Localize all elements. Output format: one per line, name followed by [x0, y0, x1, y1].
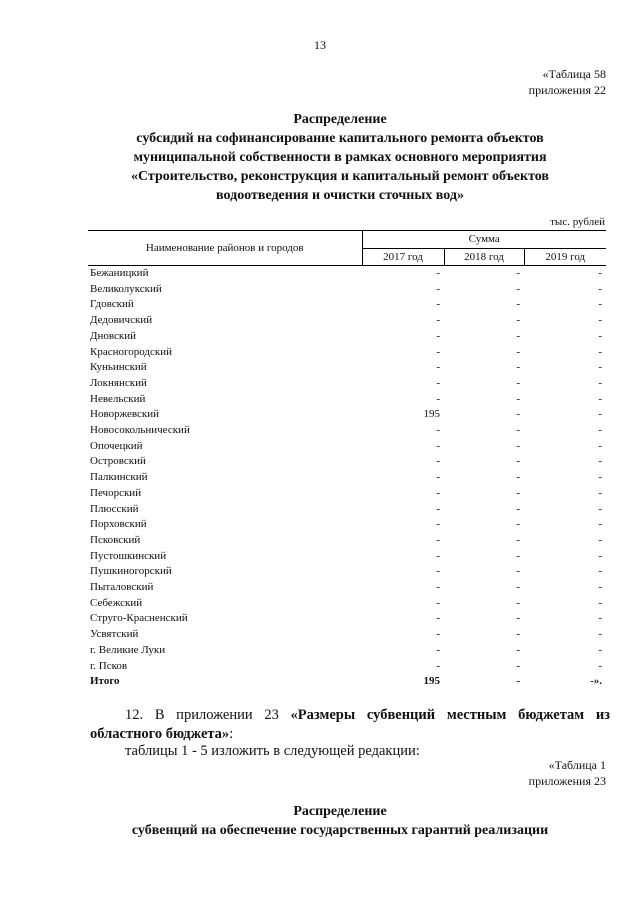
subsidy-table	[88, 230, 606, 690]
district-name: Пустошкинский	[90, 549, 167, 562]
district-name: Локнянский	[90, 376, 147, 389]
district-name: г. Псков	[90, 659, 128, 672]
table-row	[88, 329, 606, 345]
table-reference-line: «Таблица 58	[542, 67, 606, 81]
value-2019: -	[598, 329, 602, 342]
district-name: Струго-Красненский	[90, 612, 188, 625]
district-name: Пыталовский	[90, 581, 154, 594]
value-2018: -	[516, 643, 520, 656]
title-line: субсидий на софинансирование капитального ремонта объектов	[136, 131, 544, 146]
value-2017: -	[436, 533, 440, 546]
table-row	[88, 313, 606, 329]
value-2019: -	[598, 424, 602, 437]
district-name: Новоржевский	[90, 408, 160, 421]
title-line: Распределение	[293, 804, 387, 819]
district-name: Куньинский	[90, 361, 147, 374]
value-2017: -	[436, 628, 440, 641]
title-line: субвенций на обеспечение государственных гарантий реализации	[131, 823, 549, 838]
table-row	[88, 596, 606, 612]
value-2017: -	[436, 549, 440, 562]
value-2017: -	[436, 502, 440, 515]
header-year: 2019 год	[524, 248, 606, 266]
value-2017: -	[436, 659, 440, 672]
value-2017: -	[436, 596, 440, 609]
table-row	[88, 392, 606, 408]
value-2019: -	[598, 643, 602, 656]
value-2018: -	[516, 298, 520, 311]
district-name: Себежский	[90, 596, 143, 609]
value-2019: -	[598, 455, 602, 468]
paragraph-amendment	[90, 706, 610, 744]
district-name: Усвятский	[90, 628, 139, 641]
value-2019: -	[598, 502, 602, 515]
value-2019: -	[598, 267, 602, 279]
value-2019: -	[598, 282, 602, 295]
value-2019: -».	[590, 675, 602, 688]
value-2019: -	[598, 376, 602, 389]
value-2017: -	[436, 282, 440, 295]
district-name: Дедовичский	[90, 314, 153, 327]
table-reference-line: приложения 22	[528, 83, 606, 97]
value-2018: -	[516, 518, 520, 531]
value-2019: -	[598, 628, 602, 641]
value-2017: -	[436, 643, 440, 656]
table-reference	[529, 66, 606, 98]
value-2017: -	[436, 361, 440, 374]
value-2018: -	[516, 267, 520, 279]
value-2017: -	[436, 392, 440, 405]
value-2019: -	[598, 486, 602, 499]
title-line: Распределение	[293, 112, 387, 127]
value-2018: -	[516, 282, 520, 295]
value-2017: -	[436, 565, 440, 578]
value-2018: -	[516, 659, 520, 672]
header-name: Наименование районов и городов	[88, 231, 362, 266]
header-year: 2018 год	[444, 248, 524, 266]
district-name: Палкинский	[90, 471, 148, 484]
table-row	[88, 611, 606, 627]
value-2018: -	[516, 439, 520, 452]
value-2019: -	[598, 471, 602, 484]
value-2018: -	[516, 486, 520, 499]
value-2019: -	[598, 581, 602, 594]
table-row	[88, 439, 606, 455]
value-2017: -	[436, 518, 440, 531]
table-row	[88, 376, 606, 392]
units-label: тыс. рублей	[550, 216, 605, 228]
table-row	[88, 454, 606, 470]
value-2018: -	[516, 361, 520, 374]
value-2018: -	[516, 455, 520, 468]
page-number: 13	[314, 38, 326, 52]
district-name: г. Великие Луки	[90, 643, 166, 656]
value-2019: -	[598, 565, 602, 578]
paragraph-instruction: таблицы 1 - 5 изложить в следующей редакции:	[125, 743, 420, 759]
title-line: муниципальной собственности в рамках основного мероприятия	[133, 150, 547, 165]
value-2017: 195	[423, 408, 440, 421]
value-2017: -	[436, 486, 440, 499]
district-name: Псковский	[90, 533, 141, 546]
header-sum: Сумма	[362, 231, 606, 249]
district-name: Бежаницкий	[90, 267, 149, 279]
table-row	[88, 533, 606, 549]
value-2018: -	[516, 596, 520, 609]
document-title-2	[60, 802, 620, 840]
value-2019: -	[598, 439, 602, 452]
value-2017: -	[436, 298, 440, 311]
table-row	[88, 297, 606, 313]
table-row	[88, 643, 606, 659]
value-2017: 195	[423, 675, 440, 688]
value-2017: -	[436, 581, 440, 594]
value-2018: -	[516, 581, 520, 594]
district-name: Опочецкий	[90, 439, 143, 452]
value-2017: -	[436, 455, 440, 468]
value-2018: -	[516, 675, 520, 688]
value-2018: -	[516, 549, 520, 562]
value-2019: -	[598, 392, 602, 405]
value-2019: -	[598, 345, 602, 358]
value-2017: -	[436, 612, 440, 625]
document-title	[60, 110, 620, 205]
table-row	[88, 360, 606, 376]
value-2018: -	[516, 502, 520, 515]
value-2019: -	[598, 361, 602, 374]
table-reference-2	[529, 757, 606, 789]
value-2017: -	[436, 329, 440, 342]
value-2018: -	[516, 612, 520, 625]
value-2018: -	[516, 471, 520, 484]
table-row	[88, 486, 606, 502]
value-2019: -	[598, 314, 602, 327]
district-name: Великолукский	[90, 282, 162, 295]
value-2018: -	[516, 376, 520, 389]
table-reference-line: «Таблица 1	[548, 758, 606, 772]
value-2019: -	[598, 659, 602, 672]
district-name: Пушкиногорский	[90, 565, 172, 578]
value-2019: -	[598, 298, 602, 311]
value-2018: -	[516, 628, 520, 641]
district-name: Порховский	[90, 518, 147, 531]
table-reference-line: приложения 23	[528, 774, 606, 788]
value-2017: -	[436, 376, 440, 389]
table-row	[88, 407, 606, 423]
title-line: водоотведения и очистки сточных вод»	[216, 188, 464, 203]
district-name: Красногородский	[90, 345, 173, 358]
value-2018: -	[516, 565, 520, 578]
table-row	[88, 502, 606, 518]
value-2018: -	[516, 424, 520, 437]
paragraph-prefix: 12. В приложении 23	[125, 707, 291, 723]
title-line: «Строительство, реконструкция и капитальный ремонт объектов	[131, 169, 549, 184]
value-2017: -	[436, 471, 440, 484]
table-total-row	[88, 674, 606, 690]
district-name: Плюсский	[90, 502, 139, 515]
value-2019: -	[598, 408, 602, 421]
table-row	[88, 266, 606, 282]
value-2017: -	[436, 345, 440, 358]
value-2017: -	[436, 314, 440, 327]
value-2018: -	[516, 345, 520, 358]
table-row	[88, 282, 606, 298]
value-2017: -	[436, 439, 440, 452]
district-name: Островский	[90, 455, 146, 468]
value-2019: -	[598, 549, 602, 562]
value-2019: -	[598, 596, 602, 609]
table-row	[88, 580, 606, 596]
district-name: Итого	[90, 675, 120, 688]
district-name: Печорский	[90, 486, 142, 499]
value-2018: -	[516, 533, 520, 546]
table-row	[88, 564, 606, 580]
value-2019: -	[598, 612, 602, 625]
value-2017: -	[436, 424, 440, 437]
value-2018: -	[516, 392, 520, 405]
header-year: 2017 год	[362, 248, 444, 266]
value-2018: -	[516, 314, 520, 327]
table-row	[88, 470, 606, 486]
table-row	[88, 659, 606, 675]
table-row	[88, 423, 606, 439]
value-2017: -	[436, 267, 440, 279]
value-2019: -	[598, 533, 602, 546]
table-row	[88, 345, 606, 361]
district-name: Невельский	[90, 392, 146, 405]
paragraph-suffix: :	[229, 726, 234, 742]
paragraph-bold: «Размеры субвенций местным бюджетам из областного бюджета»	[90, 707, 611, 742]
table-body	[88, 266, 606, 690]
district-name: Новосокольнический	[90, 424, 190, 437]
value-2019: -	[598, 518, 602, 531]
value-2018: -	[516, 408, 520, 421]
value-2018: -	[516, 329, 520, 342]
district-name: Гдовский	[90, 298, 134, 311]
district-name: Дновский	[90, 329, 137, 342]
table-row	[88, 549, 606, 565]
table-row	[88, 517, 606, 533]
table-row	[88, 627, 606, 643]
